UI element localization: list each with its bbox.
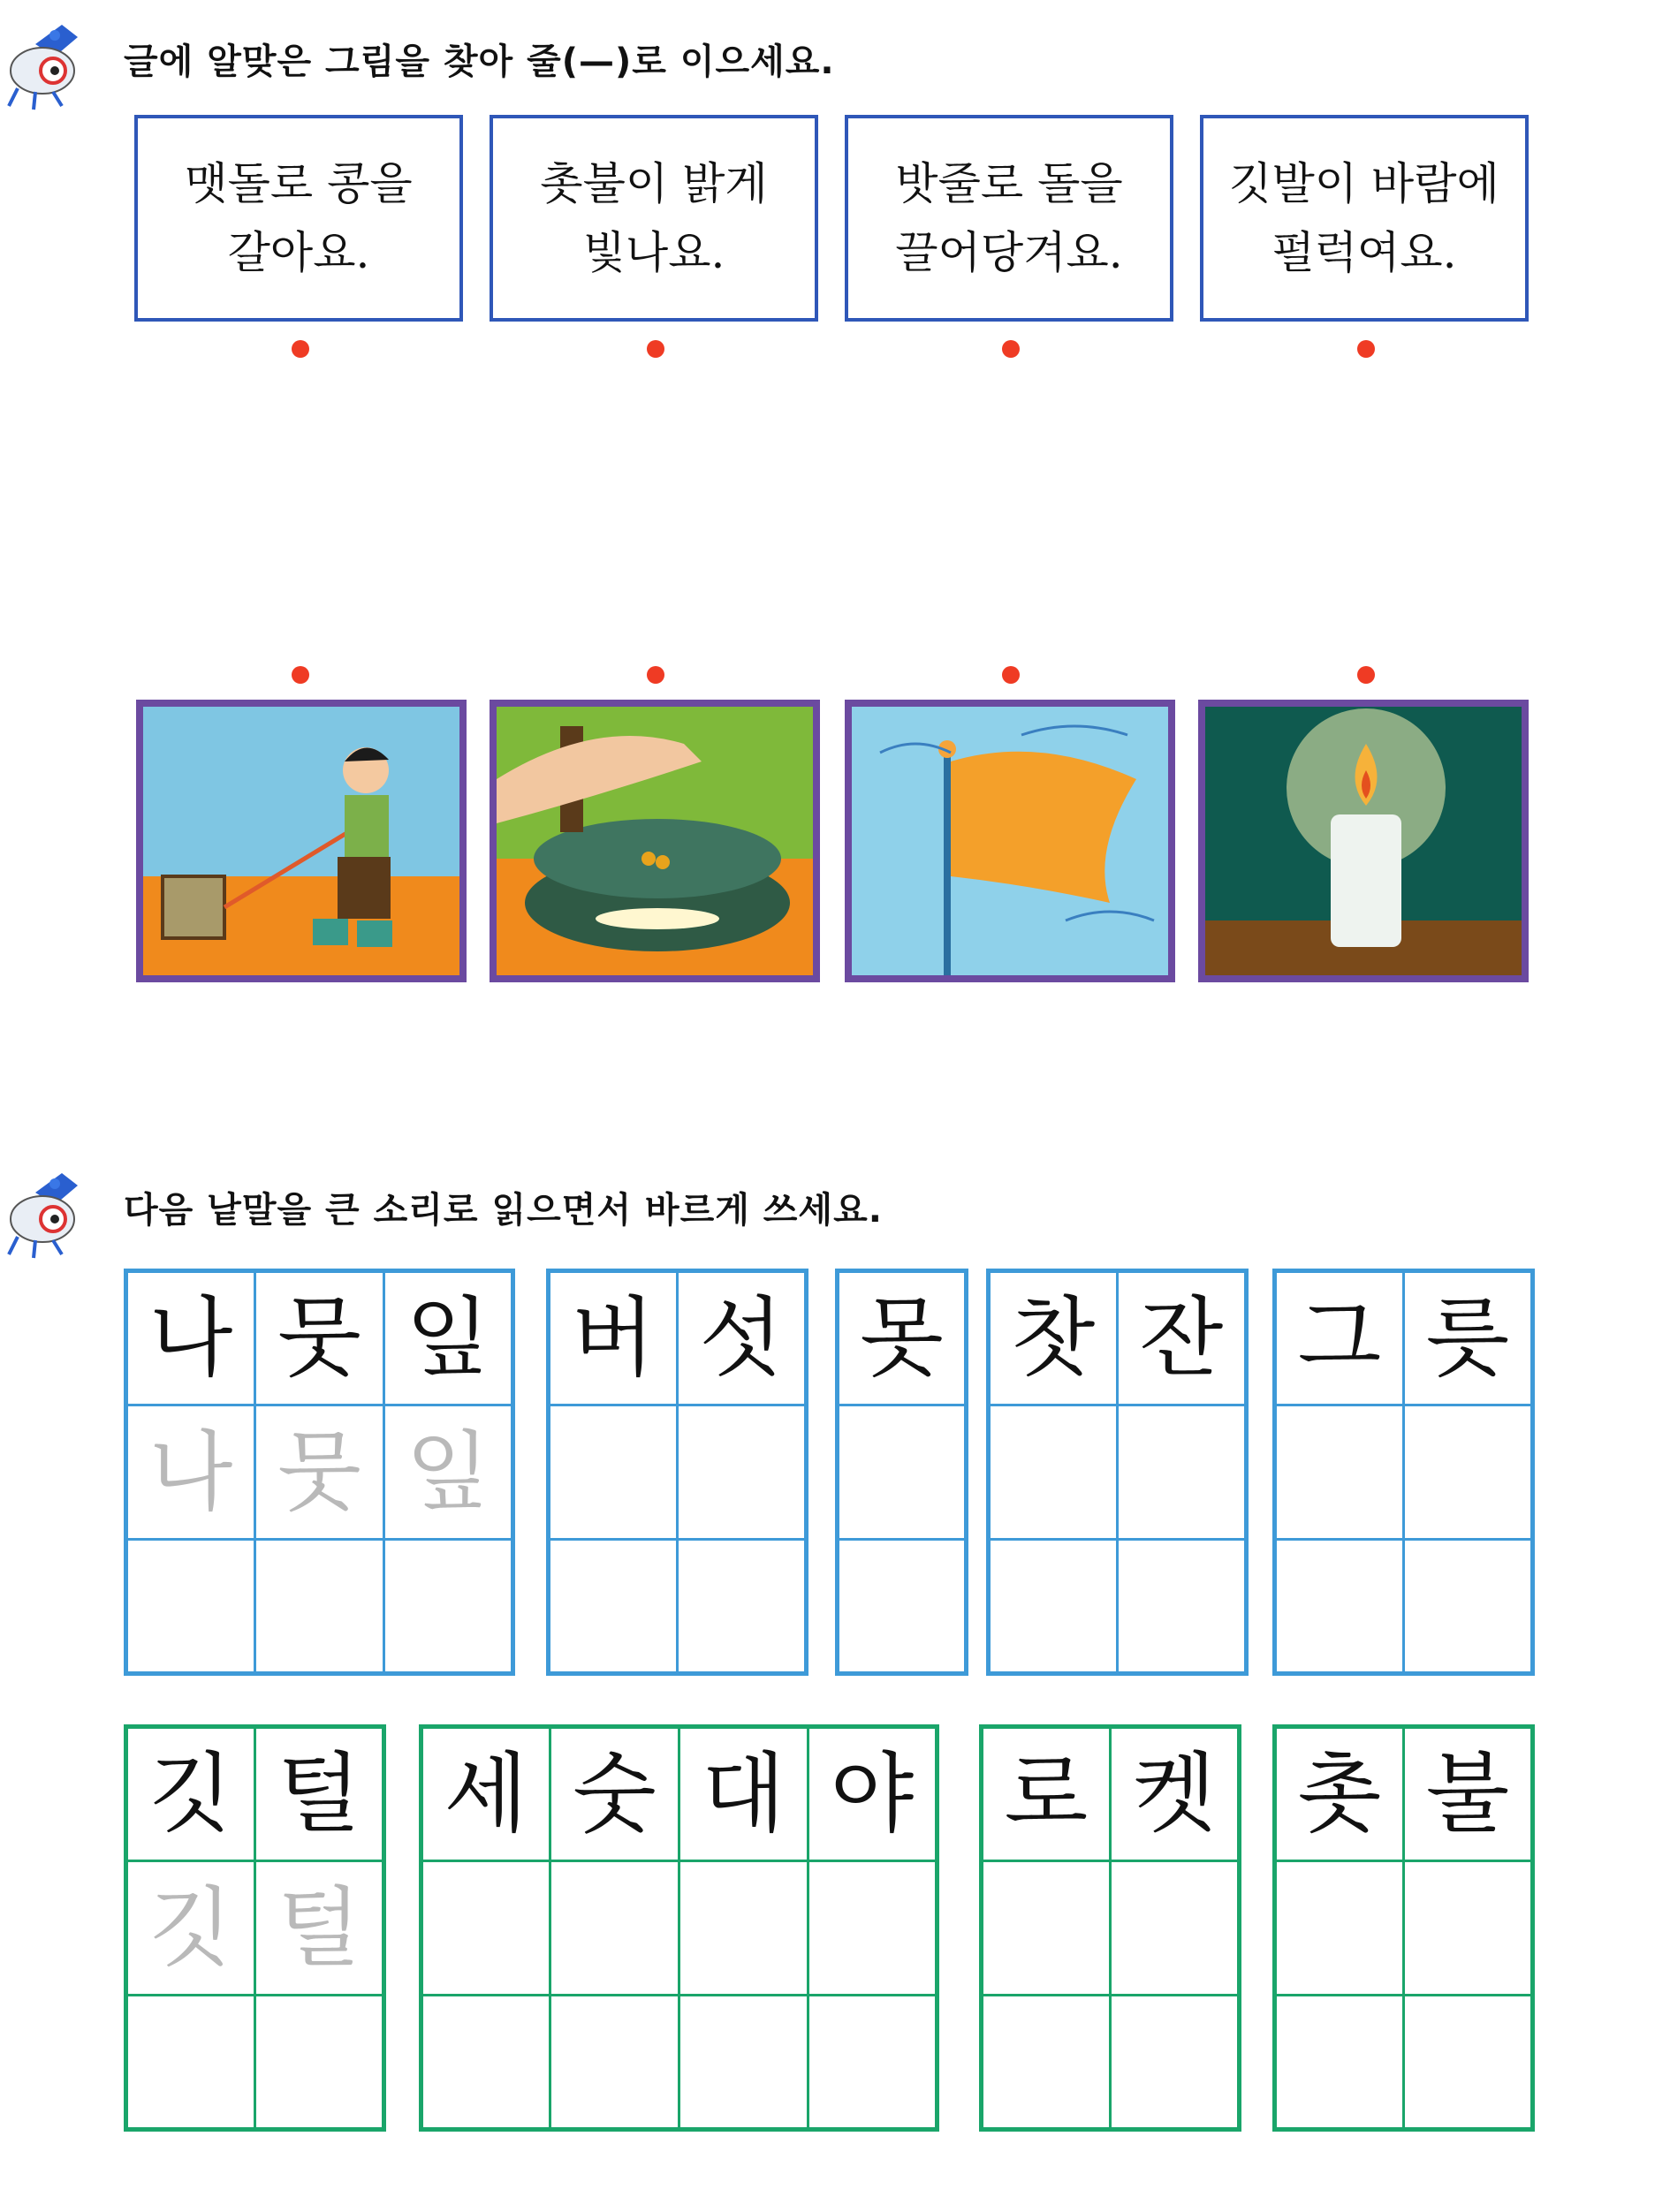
- writing-cell[interactable]: [126, 1996, 255, 2130]
- writing-cell[interactable]: [421, 1996, 550, 2130]
- writing-cell[interactable]: [126, 1540, 255, 1674]
- connect-dot-top-1[interactable]: [292, 340, 309, 358]
- trace-char[interactable]: 깃: [126, 1861, 255, 1996]
- writing-cell[interactable]: [838, 1405, 967, 1540]
- sentence-line: 촛불이 밝게: [540, 158, 768, 209]
- writing-cell[interactable]: [1118, 1405, 1247, 1540]
- instruction-match: 글에 알맞은 그림을 찾아 줄(—)로 이으세요.: [124, 42, 835, 82]
- sentence-box-2: [490, 115, 818, 322]
- model-char: 나: [126, 1271, 255, 1405]
- man-pulling-rope-picture: [136, 700, 467, 982]
- candle-picture: [1198, 700, 1529, 982]
- writing-cell[interactable]: [550, 1996, 679, 2130]
- sentence-line: 끌어당겨요.: [895, 227, 1123, 278]
- flag-picture: [845, 700, 1175, 982]
- writing-cell[interactable]: [1404, 1540, 1533, 1674]
- writing-cell[interactable]: [679, 1861, 808, 1996]
- model-char: 숫: [550, 1727, 679, 1861]
- word-grid-chotbul: [1272, 1724, 1535, 2132]
- model-char: 대: [679, 1727, 808, 1861]
- word-grid-gitteol: [124, 1724, 386, 2132]
- connect-dot-bottom-1[interactable]: [292, 666, 309, 684]
- model-char: 섯: [678, 1271, 807, 1405]
- model-char: 못: [838, 1271, 967, 1405]
- sentence-line: 펄럭여요.: [1271, 227, 1457, 278]
- sentence-line: 맷돌로 콩을: [185, 158, 413, 209]
- writing-cell[interactable]: [1275, 1405, 1404, 1540]
- writing-cell[interactable]: [1404, 1405, 1533, 1540]
- trace-char[interactable]: 털: [255, 1861, 384, 1996]
- writing-cell[interactable]: [384, 1540, 513, 1674]
- model-char: 그: [1275, 1271, 1404, 1405]
- word-grid-chatjan: [986, 1269, 1249, 1676]
- trace-char[interactable]: 잎: [384, 1405, 513, 1540]
- writing-cell[interactable]: [1275, 1540, 1404, 1674]
- model-char: 릇: [1404, 1271, 1533, 1405]
- writing-cell[interactable]: [982, 1861, 1111, 1996]
- writing-cell[interactable]: [255, 1540, 384, 1674]
- writing-cell[interactable]: [1404, 1996, 1533, 2130]
- model-char: 잎: [384, 1271, 513, 1405]
- word-grid-namutip: [124, 1269, 515, 1676]
- word-grid-beoseot: [546, 1269, 808, 1676]
- writing-cell[interactable]: [1111, 1996, 1240, 2130]
- sentence-box-1: [134, 115, 463, 322]
- word-grid-sesutdaeya: [419, 1724, 939, 2132]
- writing-cell[interactable]: [808, 1861, 937, 1996]
- mascot-icon: [0, 1166, 97, 1263]
- model-char: 찻: [989, 1271, 1118, 1405]
- model-char: 버: [549, 1271, 678, 1405]
- writing-cell[interactable]: [808, 1996, 937, 2130]
- word-grid-geureut: [1272, 1269, 1535, 1676]
- model-char: 깃: [126, 1727, 255, 1861]
- sentence-line: 빛나요.: [582, 227, 725, 278]
- model-char: 뭇: [255, 1271, 384, 1405]
- writing-cell[interactable]: [1404, 1861, 1533, 1996]
- trace-char[interactable]: 뭇: [255, 1405, 384, 1540]
- writing-cell[interactable]: [1111, 1861, 1240, 1996]
- model-char: 촛: [1275, 1727, 1404, 1861]
- writing-cell[interactable]: [679, 1996, 808, 2130]
- sentence-box-3: [845, 115, 1173, 322]
- writing-cell[interactable]: [1118, 1540, 1247, 1674]
- connect-dot-bottom-4[interactable]: [1357, 666, 1375, 684]
- millstone-picture: [490, 700, 820, 982]
- writing-cell[interactable]: [421, 1861, 550, 1996]
- model-char: 불: [1404, 1727, 1533, 1861]
- sentence-line: 밧줄로 돌을: [895, 158, 1123, 209]
- model-char: 털: [255, 1727, 384, 1861]
- trace-char[interactable]: 나: [126, 1405, 255, 1540]
- model-char: 야: [808, 1727, 937, 1861]
- writing-cell[interactable]: [989, 1540, 1118, 1674]
- writing-cell[interactable]: [255, 1996, 384, 2130]
- model-char: 잔: [1118, 1271, 1247, 1405]
- word-grid-mot: [835, 1269, 968, 1676]
- sentence-line: 갈아요.: [227, 227, 370, 278]
- writing-cell[interactable]: [549, 1405, 678, 1540]
- model-char: 로: [982, 1727, 1111, 1861]
- writing-cell[interactable]: [1275, 1996, 1404, 2130]
- writing-cell[interactable]: [1275, 1861, 1404, 1996]
- connect-dot-top-2[interactable]: [647, 340, 664, 358]
- connect-dot-top-3[interactable]: [1002, 340, 1020, 358]
- writing-cell[interactable]: [678, 1540, 807, 1674]
- writing-cell[interactable]: [678, 1405, 807, 1540]
- connect-dot-bottom-2[interactable]: [647, 666, 664, 684]
- writing-cell[interactable]: [989, 1405, 1118, 1540]
- writing-cell[interactable]: [549, 1540, 678, 1674]
- model-char: 켓: [1111, 1727, 1240, 1861]
- writing-cell[interactable]: [838, 1540, 967, 1674]
- model-char: 세: [421, 1727, 550, 1861]
- sentence-box-4: [1200, 115, 1529, 322]
- word-grid-roket: [979, 1724, 1241, 2132]
- mascot-icon: [0, 18, 97, 115]
- instruction-write: 다음 낱말을 큰 소리로 읽으면서 바르게 쓰세요.: [124, 1190, 883, 1231]
- connect-dot-bottom-3[interactable]: [1002, 666, 1020, 684]
- writing-cell[interactable]: [550, 1861, 679, 1996]
- writing-cell[interactable]: [982, 1996, 1111, 2130]
- sentence-line: 깃발이 바람에: [1229, 158, 1499, 209]
- connect-dot-top-4[interactable]: [1357, 340, 1375, 358]
